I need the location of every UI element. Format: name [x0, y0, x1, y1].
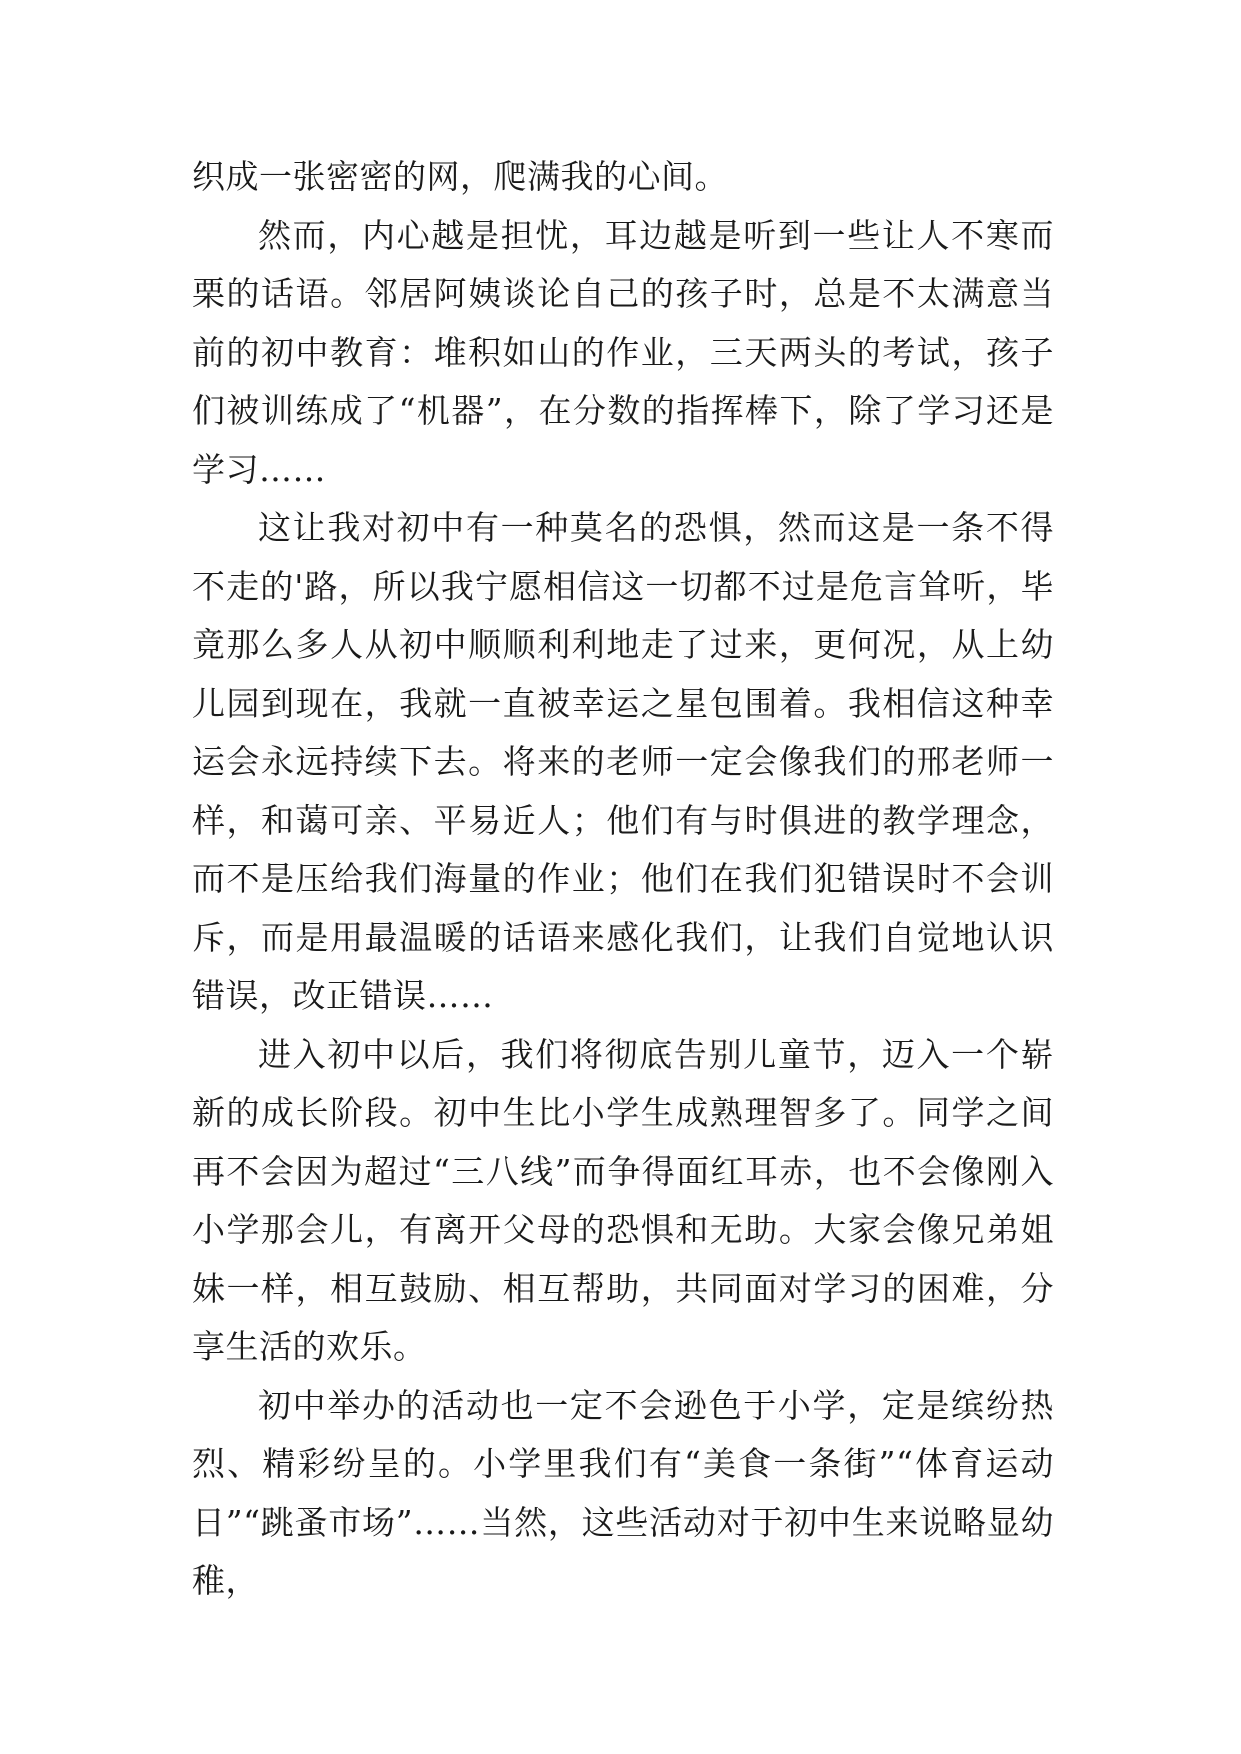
paragraph-growing-up: 进入初中以后，我们将彻底告别儿童节，迈入一个崭新的成长阶段。初中生比小学生成熟理智多了。同学之间再不会因为超过“三八线”而争得面红耳赤，也不会像刚入小学那会儿，有离开父母的恐惧和无助。大家会像兄弟姐妹一样，相互鼓励、相互帮助，共同面对学习的困难，分享生活的欢乐。 — [192, 1034, 1054, 1366]
document-body — [192, 148, 1054, 1611]
paragraph-activities: 初中举办的活动也一定不会逊色于小学，定是缤纷热烈、精彩纷呈的。小学里我们有“美食一条街”“体育运动日”“跳蚤市场”……当然，这些活动对于初中生来说略显幼稚， — [192, 1385, 1054, 1600]
paragraph-fear-and-hope: 这让我对初中有一种莫名的恐惧，然而这是一条不得不走的'路，所以我宁愿相信这一切都不过是危言耸听，毕竟那么多人从初中顺顺利利地走了过来，更何况，从上幼儿园到现在，我就一直被幸运之星包围着。我相信这种幸运会永远持续下去。将来的老师一定会像我们的邢老师一样，和蔼可亲、平易近人；他们有与时俱进的教学理念，而不是压给我们海量的作业；他们在我们犯错误时不会训斥，而是用最温暖的话语来感化我们，让我们自觉地认识错误，改正错误…… — [192, 508, 1054, 1015]
paragraph-worry: 然而，内心越是担忧，耳边越是听到一些让人不寒而栗的话语。邻居阿姨谈论自己的孩子时，总是不太满意当前的初中教育：堆积如山的作业，三天两头的考试，孩子们被训练成了“机器”，在分数的指挥棒下，除了学习还是学习…… — [192, 215, 1054, 489]
paragraph-continuation: 织成一张密密的网，爬满我的心间。 — [192, 157, 728, 196]
